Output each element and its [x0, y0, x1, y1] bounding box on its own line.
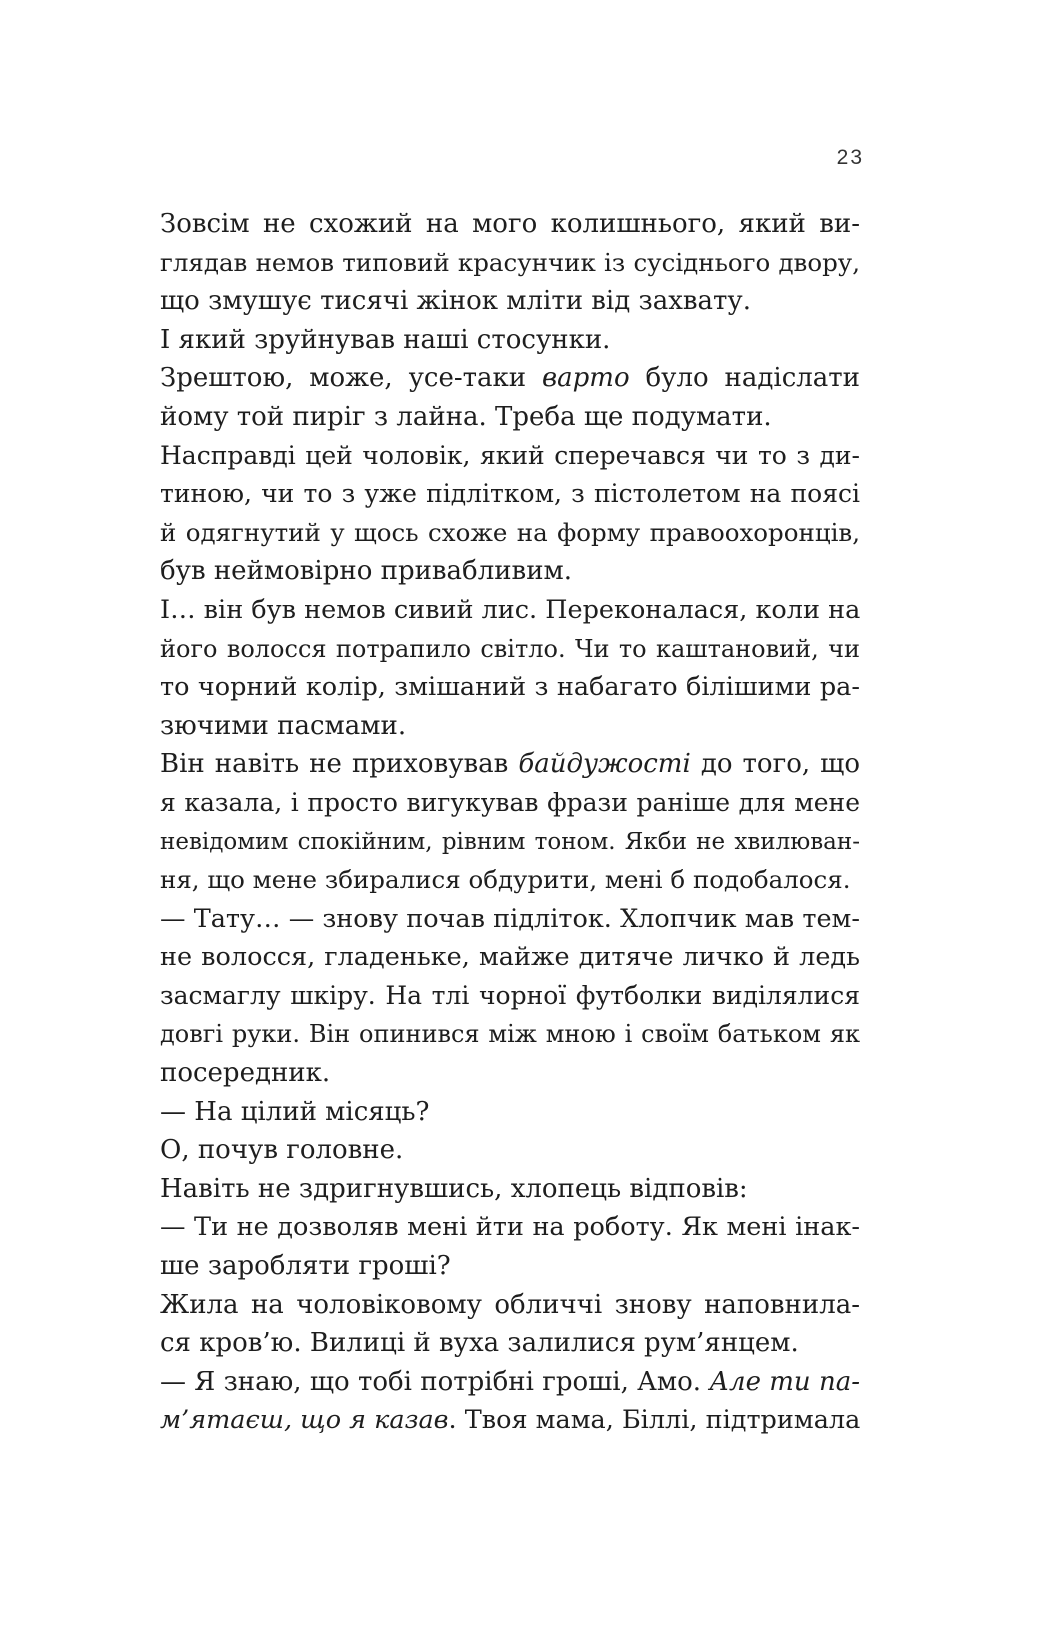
text-run: ся кров’ю. Вилиці й вуха залилися рум’янцем.	[160, 1328, 799, 1359]
text-line	[160, 552, 860, 591]
text-line	[160, 1208, 860, 1247]
italic-text: м’ятаєш, що я казав	[160, 1405, 449, 1436]
text-run: ня, що мене збиралися обдурити, мені б подобалося.	[160, 865, 851, 895]
text-run: Зовсім не схожий на мого колишнього, який ви-	[160, 209, 860, 239]
text-run: то чорний колір, змішаний з набагато білішими ра-	[160, 672, 860, 703]
paragraph	[160, 1131, 860, 1170]
paragraph	[160, 1208, 860, 1285]
text-line	[160, 900, 860, 939]
paragraph	[160, 900, 860, 1093]
paragraph	[160, 1286, 860, 1363]
text-line	[160, 244, 860, 283]
text-run: глядав немов типовий красунчик із сусіднього двору,	[160, 247, 860, 277]
italic-text: варто	[542, 363, 630, 394]
text-run: довгі руки. Він опинився між мною і своїм батьком як	[160, 1020, 860, 1049]
paragraph	[160, 437, 860, 591]
text-run: було надіслати	[629, 363, 860, 394]
text-line	[160, 1131, 860, 1170]
page-number: 23	[836, 146, 864, 169]
text-line	[160, 784, 860, 823]
text-line	[160, 1247, 860, 1286]
text-line	[160, 707, 860, 746]
text-run: до того, що	[690, 749, 860, 780]
text-line	[160, 398, 860, 437]
text-line	[160, 630, 860, 669]
text-run: — Я знаю, що тобі потрібні гроші, Амо.	[160, 1366, 710, 1397]
text-line	[160, 205, 860, 244]
text-line	[160, 668, 860, 707]
text-run: що змушує тисячі жінок мліти від захвату.	[160, 286, 751, 317]
text-line	[160, 745, 860, 784]
text-run: І… він був немов сивий лис. Переконалася, коли на	[160, 594, 861, 625]
text-run: ше заробляти гроші?	[160, 1251, 451, 1282]
text-line	[160, 823, 860, 862]
paragraph	[160, 359, 860, 436]
text-run: засмаглу шкіру. На тлі чорної футболки виділялися	[160, 980, 860, 1010]
text-line	[160, 475, 860, 514]
text-run: Зрештою, може, усе-таки	[160, 363, 543, 394]
text-line	[160, 1363, 860, 1402]
text-run: його волосся потрапило світло. Чи то каштановий, чи	[160, 634, 860, 663]
text-run: Він навіть не приховував	[160, 749, 519, 780]
text-run: тиною, чи то з уже підлітком, з пістолетом на поясі	[160, 479, 860, 509]
text-run: й одягнутий у щось схоже на форму правоохоронців,	[160, 517, 860, 547]
text-line	[160, 1170, 860, 1209]
text-run: зючими пасмами.	[160, 710, 407, 741]
text-line	[160, 861, 860, 900]
italic-text: Але ти па-	[709, 1366, 861, 1397]
text-line	[160, 282, 860, 321]
text-run: — Тату… — знову почав підліток. Хлопчик мав тем-	[160, 903, 860, 934]
text-run: був неймовірно привабливим.	[160, 556, 573, 587]
text-run: посередник.	[160, 1058, 331, 1089]
text-line	[160, 1093, 860, 1132]
paragraph	[160, 1363, 860, 1440]
text-run: невідомим спокійним, рівним тоном. Якби не хвилюван-	[160, 828, 860, 855]
text-line	[160, 514, 860, 553]
text-line	[160, 437, 860, 476]
text-line	[160, 1015, 860, 1054]
text-line	[160, 1286, 860, 1325]
text-run: І який зруйнував наші стосунки.	[160, 324, 611, 355]
text-run: . Твоя мама, Біллі, підтримала	[448, 1405, 861, 1436]
paragraph	[160, 1093, 860, 1132]
text-line	[160, 321, 860, 360]
paragraph	[160, 321, 860, 360]
text-run: Жила на чоловіковому обличчі знову наповнила-	[160, 1289, 860, 1320]
text-run: йому той пиріг з лайна. Треба ще подумати.	[160, 401, 772, 432]
italic-text: байдужості	[518, 749, 691, 780]
text-run: О, почув головне.	[160, 1135, 404, 1166]
body-text	[160, 205, 860, 1440]
text-line	[160, 1401, 860, 1440]
text-run: я казала, і просто вигукував фрази раніше для мене	[160, 787, 860, 817]
paragraph	[160, 1170, 860, 1209]
paragraph	[160, 205, 860, 321]
text-line	[160, 359, 860, 398]
text-run: не волосся, гладеньке, майже дитяче личко й ледь	[160, 942, 860, 973]
text-run: Навіть не здригнувшись, хлопець відповів:	[160, 1173, 748, 1204]
text-line	[160, 977, 860, 1016]
text-run: — Ти не дозволяв мені йти на роботу. Як мені інак-	[160, 1212, 860, 1243]
text-run: Насправді цей чоловік, який сперечався чи то з ди-	[160, 440, 860, 470]
text-line	[160, 591, 860, 630]
paragraph	[160, 745, 860, 899]
text-line	[160, 938, 860, 977]
paragraph	[160, 591, 860, 745]
text-line	[160, 1054, 860, 1093]
text-line	[160, 1324, 860, 1363]
text-run: — На цілий місяць?	[160, 1096, 430, 1127]
